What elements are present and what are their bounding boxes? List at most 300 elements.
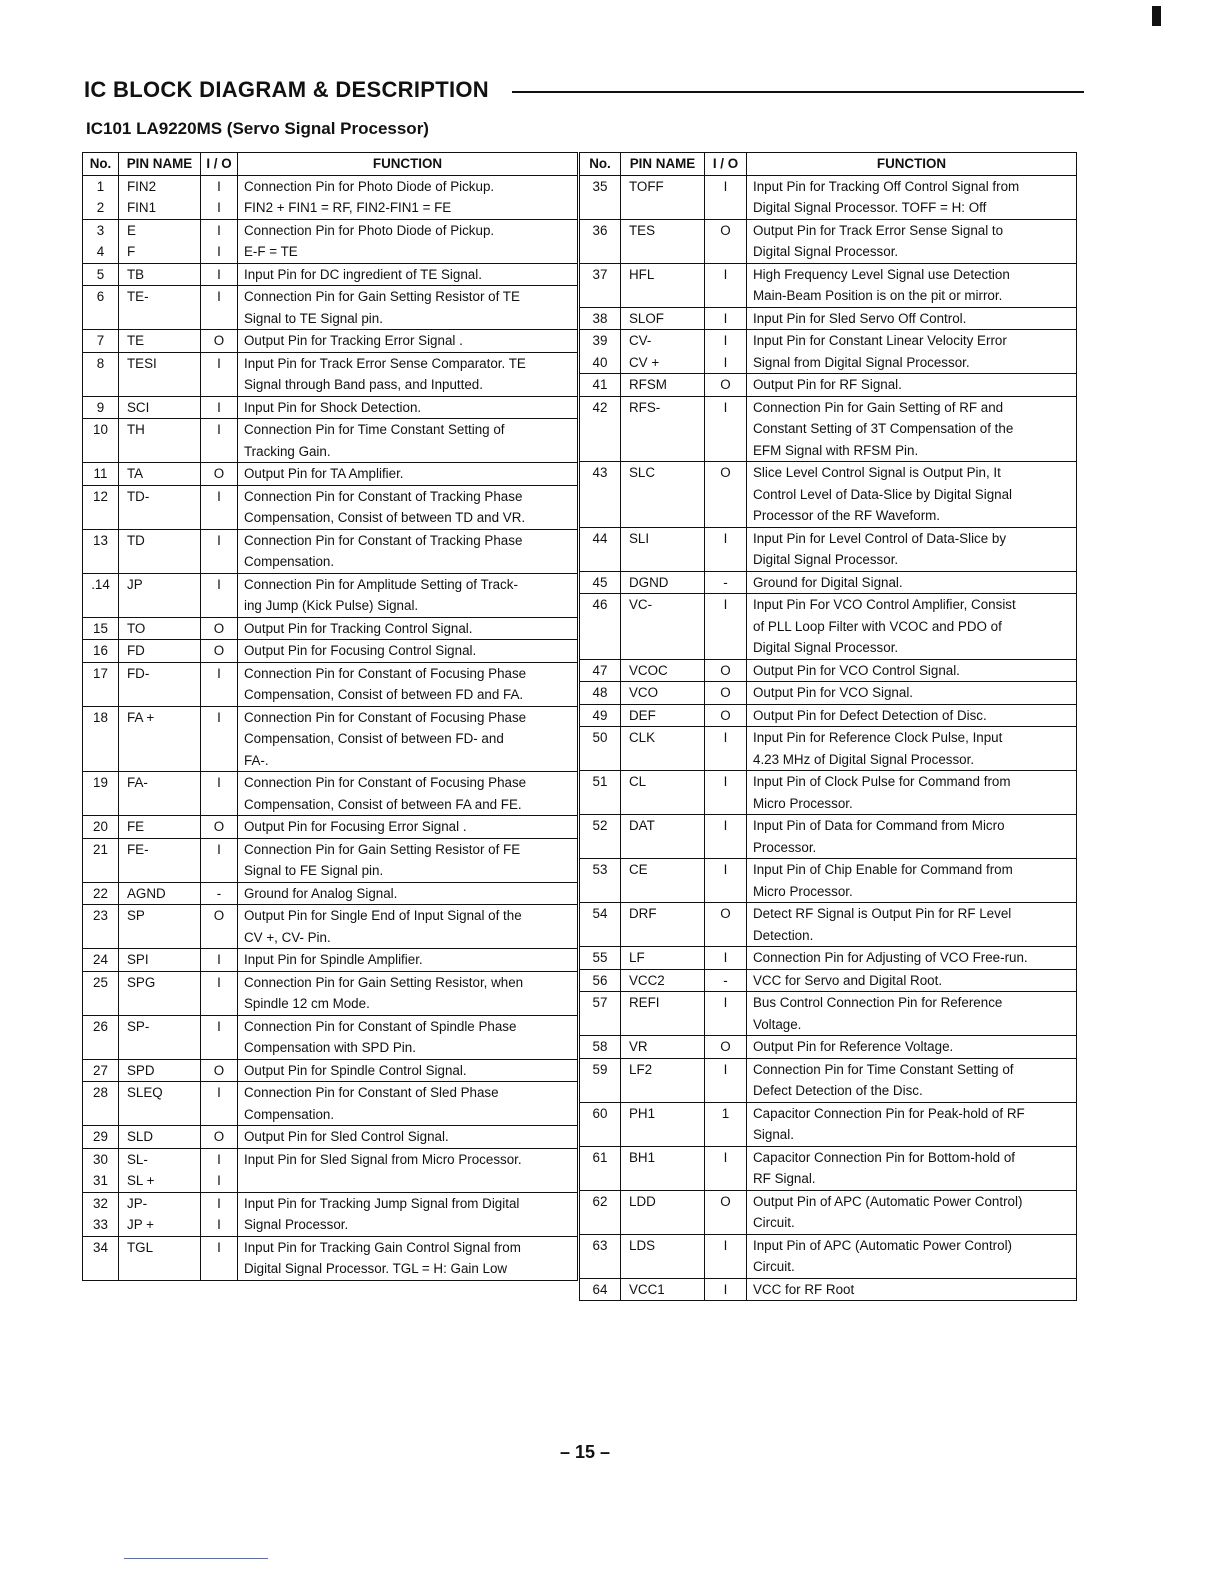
pin-io	[705, 484, 747, 506]
pin-io: O	[201, 1059, 238, 1082]
pin-io: I	[201, 286, 238, 308]
pin-function: Input Pin for Reference Clock Pulse, Input	[747, 727, 1077, 749]
pin-io: O	[705, 704, 747, 727]
pin-number: 20	[83, 816, 119, 839]
pin-number	[580, 749, 621, 771]
pin-name: VC-	[621, 594, 705, 616]
pin-number: 12	[83, 485, 119, 507]
pin-name: SPG	[119, 971, 201, 993]
pin-name: E	[119, 219, 201, 241]
pin-name: TB	[119, 263, 201, 286]
title-rule	[512, 91, 1084, 93]
table-row	[83, 1082, 578, 1104]
pin-name: FD-	[119, 662, 201, 684]
pin-function: Output Pin for Spindle Control Signal.	[238, 1059, 578, 1082]
pin-function: Input Pin for Track Error Sense Comparator. TE	[238, 352, 578, 374]
pin-number: 59	[580, 1058, 621, 1080]
pin-name	[119, 860, 201, 882]
table-row	[83, 1104, 578, 1126]
pin-io	[705, 837, 747, 859]
pin-function: Output Pin for Tracking Control Signal.	[238, 617, 578, 640]
pin-number: 21	[83, 838, 119, 860]
pin-function: Connection Pin for Time Constant Setting of	[238, 419, 578, 441]
pin-number	[83, 441, 119, 463]
pin-name	[621, 616, 705, 638]
pin-io	[201, 860, 238, 882]
pin-io: I	[705, 992, 747, 1014]
pin-function: Connection Pin for Gain Setting Resistor of TE	[238, 286, 578, 308]
col-header-no: No.	[580, 153, 621, 176]
pin-name: TE-	[119, 286, 201, 308]
pin-function: Output Pin for Track Error Sense Signal to	[747, 219, 1077, 241]
pin-function: Input Pin for Tracking Jump Signal from Digital	[238, 1192, 578, 1214]
pin-name: TD-	[119, 485, 201, 507]
pin-name: CV +	[621, 352, 705, 374]
pin-io: I	[705, 175, 747, 197]
pin-function: Digital Signal Processor. TGL = H: Gain Low	[238, 1258, 578, 1280]
table-row	[580, 462, 1077, 484]
pin-function: Connection Pin for Gain Setting of RF and	[747, 396, 1077, 418]
table-row	[83, 882, 578, 905]
table-row	[580, 1278, 1077, 1301]
table-row	[580, 815, 1077, 837]
pin-function: Input Pin for Shock Detection.	[238, 396, 578, 419]
table-row	[580, 285, 1077, 307]
pin-number: 10	[83, 419, 119, 441]
pin-io: I	[201, 971, 238, 993]
pin-number	[83, 794, 119, 816]
pin-function: Connection Pin for Gain Setting Resistor of FE	[238, 838, 578, 860]
table-row	[580, 418, 1077, 440]
pin-number	[580, 418, 621, 440]
pin-function: Control Level of Data-Slice by Digital Signal	[747, 484, 1077, 506]
pin-number: 35	[580, 175, 621, 197]
pin-number: 29	[83, 1126, 119, 1149]
table-row	[580, 616, 1077, 638]
table-row	[83, 374, 578, 396]
pin-function: Circuit.	[747, 1212, 1077, 1234]
pin-name: DGND	[621, 571, 705, 594]
pin-number	[580, 637, 621, 659]
pin-name: FE-	[119, 838, 201, 860]
pin-name: F	[119, 241, 201, 263]
pin-function: Input Pin for Sled Servo Off Control.	[747, 307, 1077, 330]
pin-name: TE	[119, 330, 201, 353]
table-row	[580, 727, 1077, 749]
pin-number	[580, 440, 621, 462]
page-subtitle: IC101 LA9220MS (Servo Signal Processor)	[86, 119, 429, 138]
pin-number: 28	[83, 1082, 119, 1104]
table-row	[580, 1080, 1077, 1102]
pin-number: 34	[83, 1236, 119, 1258]
corner-registration-mark	[1152, 6, 1161, 26]
pin-number	[580, 616, 621, 638]
table-row	[580, 1234, 1077, 1256]
pin-io: -	[201, 882, 238, 905]
pin-name	[621, 1014, 705, 1036]
pin-function: Micro Processor.	[747, 881, 1077, 903]
table-row	[83, 441, 578, 463]
pin-function: Output Pin of APC (Automatic Power Control)	[747, 1190, 1077, 1212]
pin-io: I	[201, 1192, 238, 1214]
pin-name: VCC2	[621, 969, 705, 992]
pin-number: 32	[83, 1192, 119, 1214]
pin-name: CV-	[621, 330, 705, 352]
pin-function: Micro Processor.	[747, 793, 1077, 815]
table-row	[83, 286, 578, 308]
pin-function: Input Pin for Constant Linear Velocity Error	[747, 330, 1077, 352]
pin-name: HFL	[621, 263, 705, 285]
pin-function: Input Pin for DC ingredient of TE Signal.	[238, 263, 578, 286]
pin-name: FA-	[119, 772, 201, 794]
pin-number: 33	[83, 1214, 119, 1236]
pin-function: Compensation, Consist of between FA and FE.	[238, 794, 578, 816]
table-row	[580, 527, 1077, 549]
pin-number: 6	[83, 286, 119, 308]
table-row	[83, 860, 578, 882]
col-header-function: FUNCTION	[747, 153, 1077, 176]
pin-name: SPD	[119, 1059, 201, 1082]
pin-name: FA +	[119, 706, 201, 728]
pin-number	[580, 1212, 621, 1234]
pin-function: Output Pin for VCO Signal.	[747, 682, 1077, 705]
pin-io: I	[201, 573, 238, 595]
pin-name	[119, 374, 201, 396]
pin-name: TD	[119, 529, 201, 551]
pin-name: FE	[119, 816, 201, 839]
table-row	[83, 529, 578, 551]
pin-function: VCC for RF Root	[747, 1278, 1077, 1301]
pin-function: Compensation, Consist of between FD- and	[238, 728, 578, 750]
table-header-row	[83, 153, 578, 176]
page-title: IC BLOCK DIAGRAM & DESCRIPTION	[84, 77, 489, 102]
pin-io: I	[201, 485, 238, 507]
table-row	[580, 1256, 1077, 1278]
pin-number	[580, 881, 621, 903]
table-row	[580, 1146, 1077, 1168]
pin-io: I	[201, 1148, 238, 1170]
table-row	[83, 573, 578, 595]
pin-number: 23	[83, 905, 119, 927]
table-header-row	[580, 153, 1077, 176]
pin-number: 41	[580, 374, 621, 397]
table-row	[83, 396, 578, 419]
pin-io: O	[201, 905, 238, 927]
table-row	[83, 1126, 578, 1149]
pin-number: 58	[580, 1036, 621, 1059]
pin-name: DRF	[621, 903, 705, 925]
pin-name: SL-	[119, 1148, 201, 1170]
table-row	[83, 662, 578, 684]
pin-name	[621, 925, 705, 947]
pin-function: Processor.	[747, 837, 1077, 859]
pin-io: O	[201, 463, 238, 486]
pin-io	[705, 749, 747, 771]
pin-io	[705, 1080, 747, 1102]
table-row	[83, 175, 578, 197]
pin-number	[580, 1080, 621, 1102]
pin-function	[238, 1170, 578, 1192]
pin-function: Constant Setting of 3T Compensation of the	[747, 418, 1077, 440]
pin-io: -	[705, 571, 747, 594]
table-row	[83, 1236, 578, 1258]
pin-function: Connection Pin for Constant of Spindle Phase	[238, 1015, 578, 1037]
table-row	[83, 219, 578, 241]
pin-number: 24	[83, 949, 119, 972]
pin-number: 51	[580, 771, 621, 793]
table-row	[83, 794, 578, 816]
pin-number: 1	[83, 175, 119, 197]
pin-io: I	[705, 527, 747, 549]
pin-function: FA-.	[238, 750, 578, 772]
pin-name	[119, 1104, 201, 1126]
pin-number: 62	[580, 1190, 621, 1212]
pin-function: Connection Pin for Time Constant Setting of	[747, 1058, 1077, 1080]
pin-number	[83, 750, 119, 772]
table-row	[580, 1036, 1077, 1059]
pin-function: Input Pin of Data for Command from Micro	[747, 815, 1077, 837]
pin-io: I	[201, 1082, 238, 1104]
pin-function: Output Pin for Tracking Error Signal .	[238, 330, 578, 353]
pin-name: SLD	[119, 1126, 201, 1149]
pin-number: 17	[83, 662, 119, 684]
pin-io: I	[705, 352, 747, 374]
pin-function: Circuit.	[747, 1256, 1077, 1278]
pin-number: 2	[83, 197, 119, 219]
pin-number: 48	[580, 682, 621, 705]
pin-function: Connection Pin for Constant of Focusing Phase	[238, 662, 578, 684]
pin-io	[705, 616, 747, 638]
table-row	[83, 330, 578, 353]
pin-io	[201, 794, 238, 816]
pin-function: Bus Control Connection Pin for Reference	[747, 992, 1077, 1014]
pin-number: 16	[83, 640, 119, 663]
pin-function: Connection Pin for Constant of Tracking Phase	[238, 485, 578, 507]
pin-io	[201, 507, 238, 529]
pin-name	[621, 549, 705, 571]
pin-name: LF2	[621, 1058, 705, 1080]
pin-number: 4	[83, 241, 119, 263]
pin-io	[705, 1212, 747, 1234]
pin-io	[705, 637, 747, 659]
pin-number: 7	[83, 330, 119, 353]
table-row	[580, 925, 1077, 947]
pin-function: Output Pin for VCO Control Signal.	[747, 659, 1077, 682]
pin-io	[705, 1256, 747, 1278]
table-row	[580, 1212, 1077, 1234]
pin-io: I	[201, 662, 238, 684]
pin-function: Connection Pin for Adjusting of VCO Free-run.	[747, 947, 1077, 970]
pin-function: Input Pin For VCO Control Amplifier, Consist	[747, 594, 1077, 616]
pin-name: SL +	[119, 1170, 201, 1192]
table-row	[580, 1102, 1077, 1124]
pin-function: EFM Signal with RFSM Pin.	[747, 440, 1077, 462]
pin-io: 1	[705, 1102, 747, 1124]
pin-name	[621, 881, 705, 903]
pin-number: 5	[83, 263, 119, 286]
pin-number: 43	[580, 462, 621, 484]
section-header	[84, 77, 1084, 107]
pin-name	[119, 927, 201, 949]
pin-number: 50	[580, 727, 621, 749]
pin-io: I	[201, 263, 238, 286]
pin-io	[705, 793, 747, 815]
pin-io: I	[201, 241, 238, 263]
pin-number: 56	[580, 969, 621, 992]
pin-name	[621, 418, 705, 440]
table-row	[83, 1170, 578, 1192]
pin-io: O	[705, 1190, 747, 1212]
table-row	[83, 816, 578, 839]
pin-number: 27	[83, 1059, 119, 1082]
pin-function: Input Pin of APC (Automatic Power Control)	[747, 1234, 1077, 1256]
pin-number: 3	[83, 219, 119, 241]
table-row	[83, 905, 578, 927]
pin-function: ing Jump (Kick Pulse) Signal.	[238, 595, 578, 617]
pin-io: I	[201, 1214, 238, 1236]
table-row	[580, 594, 1077, 616]
pin-function: Ground for Digital Signal.	[747, 571, 1077, 594]
table-row	[580, 947, 1077, 970]
table-row	[83, 595, 578, 617]
pin-name	[621, 637, 705, 659]
pin-function: Slice Level Control Signal is Output Pin, It	[747, 462, 1077, 484]
pin-name: VCOC	[621, 659, 705, 682]
pin-name: SP	[119, 905, 201, 927]
table-row	[580, 352, 1077, 374]
pin-function: Detection.	[747, 925, 1077, 947]
pin-name	[119, 1037, 201, 1059]
pin-name: VCO	[621, 682, 705, 705]
table-row	[83, 949, 578, 972]
pin-function: Signal from Digital Signal Processor.	[747, 352, 1077, 374]
pin-number	[580, 925, 621, 947]
pin-function: E-F = TE	[238, 241, 578, 263]
table-row	[83, 507, 578, 529]
pin-function: Compensation, Consist of between FD and FA.	[238, 684, 578, 706]
pin-number: 11	[83, 463, 119, 486]
pin-function: Compensation.	[238, 1104, 578, 1126]
pin-io: I	[705, 307, 747, 330]
col-header-function: FUNCTION	[238, 153, 578, 176]
table-row	[580, 793, 1077, 815]
pin-function: Connection Pin for Amplitude Setting of Track-	[238, 573, 578, 595]
pin-io: I	[705, 771, 747, 793]
pin-io	[705, 1014, 747, 1036]
table-row	[83, 971, 578, 993]
table-row	[580, 571, 1077, 594]
table-row	[580, 749, 1077, 771]
pin-io: O	[705, 462, 747, 484]
pin-io: I	[201, 352, 238, 374]
pin-function: Capacitor Connection Pin for Peak-hold of RF	[747, 1102, 1077, 1124]
table-row	[83, 308, 578, 330]
pin-io: I	[201, 175, 238, 197]
pin-name: JP +	[119, 1214, 201, 1236]
pin-number: 30	[83, 1148, 119, 1170]
pin-io	[201, 993, 238, 1015]
pin-io: I	[705, 815, 747, 837]
pin-number	[580, 1256, 621, 1278]
pin-io: O	[705, 1036, 747, 1059]
pin-function: Connection Pin for Photo Diode of Pickup.	[238, 219, 578, 241]
pin-function: Output Pin for Single End of Input Signal of the	[238, 905, 578, 927]
table-row	[580, 241, 1077, 263]
pin-io: I	[201, 706, 238, 728]
pin-io	[705, 881, 747, 903]
pin-function: Voltage.	[747, 1014, 1077, 1036]
pin-name: LF	[621, 947, 705, 970]
table-row	[83, 1258, 578, 1280]
pin-number	[83, 684, 119, 706]
pin-function: 4.23 MHz of Digital Signal Processor.	[747, 749, 1077, 771]
pin-number	[580, 1168, 621, 1190]
col-header-pin-name: PIN NAME	[119, 153, 201, 176]
pin-name	[119, 794, 201, 816]
pin-name: TGL	[119, 1236, 201, 1258]
pin-number: 8	[83, 352, 119, 374]
table-row	[580, 484, 1077, 506]
pin-function: Output Pin for Focusing Control Signal.	[238, 640, 578, 663]
pin-number	[580, 241, 621, 263]
pin-name: JP	[119, 573, 201, 595]
col-header-pin-name: PIN NAME	[621, 153, 705, 176]
pin-name	[621, 1168, 705, 1190]
pin-name	[621, 505, 705, 527]
pin-io: I	[705, 1234, 747, 1256]
pin-number	[580, 1124, 621, 1146]
pin-function: Processor of the RF Waveform.	[747, 505, 1077, 527]
pin-function: Connection Pin for Constant of Focusing Phase	[238, 706, 578, 728]
pin-name: FD	[119, 640, 201, 663]
table-row	[83, 419, 578, 441]
table-row	[580, 1124, 1077, 1146]
pin-io	[705, 241, 747, 263]
pin-number: 44	[580, 527, 621, 549]
pin-name: RFS-	[621, 396, 705, 418]
pin-name: TO	[119, 617, 201, 640]
table-row	[580, 374, 1077, 397]
pin-io	[201, 551, 238, 573]
pin-function: Main-Beam Position is on the pit or mirror.	[747, 285, 1077, 307]
pin-io	[705, 505, 747, 527]
page-number: – 15 –	[560, 1442, 611, 1462]
pin-function: Connection Pin for Constant of Focusing Phase	[238, 772, 578, 794]
table-row	[83, 197, 578, 219]
pin-number: 46	[580, 594, 621, 616]
pin-function: FIN2 + FIN1 = RF, FIN2-FIN1 = FE	[238, 197, 578, 219]
pin-number: 55	[580, 947, 621, 970]
pin-name: SLI	[621, 527, 705, 549]
pin-io: O	[705, 374, 747, 397]
pin-number	[83, 1258, 119, 1280]
pin-function: Compensation, Consist of between TD and VR.	[238, 507, 578, 529]
pin-function: Input Pin for Tracking Gain Control Signal from	[238, 1236, 578, 1258]
pin-table-left	[82, 152, 578, 1281]
pin-number: 57	[580, 992, 621, 1014]
pin-io: I	[705, 859, 747, 881]
pin-function: Signal to TE Signal pin.	[238, 308, 578, 330]
table-row	[83, 838, 578, 860]
pin-function: Input Pin for Tracking Off Control Signal from	[747, 175, 1077, 197]
table-row	[580, 440, 1077, 462]
pin-number	[83, 507, 119, 529]
pin-number: 9	[83, 396, 119, 419]
pin-io: I	[705, 263, 747, 285]
pin-number: 42	[580, 396, 621, 418]
table-row	[580, 637, 1077, 659]
table-row	[83, 1192, 578, 1214]
